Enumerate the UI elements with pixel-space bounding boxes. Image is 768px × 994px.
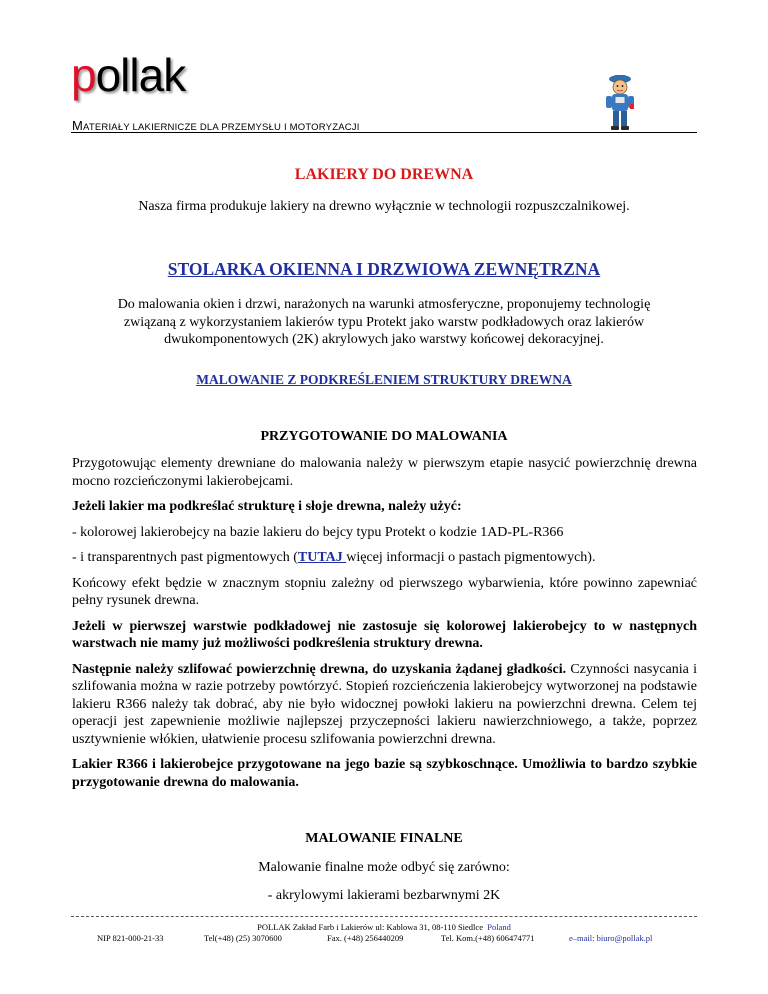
painter-mascot-icon: [603, 74, 637, 132]
paragraph-bold: Jeżeli lakier ma podkreślać strukturę i słoje drewna, należy użyć:: [72, 499, 462, 514]
footer-phone: Tel(+48) (25) 3070600: [204, 933, 282, 943]
footer-company-address: POLLAK Zakład Farb i Lakierów ul: Kablowa 31, 08-110 Siedlce: [257, 922, 483, 932]
subsection-heading: MALOWANIE Z PODKREŚLENIEM STRUKTURY DREWNA: [196, 372, 572, 387]
final-text: Malowanie finalne może odbyć się zarówno:: [258, 860, 510, 875]
paragraph: [72, 661, 697, 749]
section-line: Do malowania okien i drzwi, narażonych na warunki atmosferyczne, proponujemy technologię: [117, 297, 651, 312]
company-tagline: [72, 118, 360, 133]
page-title: LAKIERY DO DREWNA: [294, 166, 474, 183]
text-fragment: więcej informacji o pastach pigmentowych).: [346, 550, 596, 565]
paragraph: Przygotowując elementy drewniane do malowania należy w pierwszym etapie nasycić powierzchnię drewna mocno rozcieńczonymi lakierobejcami.: [72, 456, 697, 489]
footer-email[interactable]: e–mail: biuro@pollak.pl: [569, 933, 653, 943]
tagline-initial: M: [72, 118, 84, 133]
text-fragment-bold: Następnie należy szlifować powierzchnię drewna, do uzyskania żądanej gładkości.: [72, 661, 567, 677]
intro-text: Nasza firma produkuje lakiery na drewno wyłącznie w technologii rozpuszczalnikowej.: [138, 199, 630, 214]
paragraph: [72, 549, 697, 567]
tagline-text: ATERIAŁY LAKIERNICZE DLA PRZEMYSŁU I MOTORYZACJI: [83, 122, 360, 133]
text-fragment: Czynności nasycania i szlifowania można w razie potrzeby powtórzyć. Stopień rozcieńczenia lakierobejcy wytworzonej na podstawie lakieru R366 należy tak dobrać, aby nie było widocznej powłoki lakieru na powierzchni drewna. Celem tej operacji jest zapewnienie możliwie najlepszej przyczepności lakieru nawierzchniowego, a także, poprzez usztywnienie włókien, ułatwienie procesu szlifowania powierzchni drewna.: [72, 661, 697, 747]
final-heading: MALOWANIE FINALNE: [305, 831, 463, 846]
prep-heading: PRZYGOTOWANIE DO MALOWANIA: [260, 429, 508, 444]
logo-text: ollak: [95, 49, 186, 101]
section-line: dwukomponentowych (2K) akrylowych jako warstwy końcowej dekoracyjnej.: [164, 332, 604, 347]
text-fragment: - i transparentnych past pigmentowych (: [72, 550, 298, 565]
pigment-pastes-link[interactable]: TUTAJ: [297, 550, 347, 565]
footer-country: Poland: [487, 922, 511, 932]
footer-fax: Fax. (+48) 256440209: [327, 933, 404, 943]
final-list-item: - akrylowymi lakierami bezbarwnymi 2K: [267, 888, 501, 903]
section-description: [0, 296, 768, 349]
section-heading: STOLARKA OKIENNA I DRZWIOWA ZEWNĘTRZNA: [167, 259, 601, 279]
paragraph: - kolorowej lakierobejcy na bazie lakieru do bejcy typu Protekt o kodzie 1AD-PL-R366: [72, 524, 564, 540]
company-logo: [71, 49, 186, 101]
paragraph-bold: Lakier R366 i lakierobejce przygotowane na jego bazie są szybkoschnące. Umożliwia to bardzo szybkie przygotowanie drewna do malowania.: [72, 757, 697, 790]
section-line: związaną z wykorzystaniem lakierów typu Protekt jako warstw podkładowych oraz lakierów: [123, 314, 645, 330]
footer-company: [0, 922, 768, 933]
logo-letter-p: p: [71, 49, 96, 101]
footer-nip: NIP 821-000-21-33: [97, 933, 164, 943]
footer-rule: [71, 916, 697, 917]
header-rule: [71, 132, 697, 133]
paragraph: Końcowy efekt będzie w znacznym stopniu zależny od pierwszego wybarwienia, które powinno zapewniać pełny rysunek drewna.: [72, 575, 697, 608]
prep-body: [72, 455, 697, 799]
footer-mobile: Tel. Kom.(+48) 606474771: [441, 933, 535, 943]
paragraph-bold: Jeżeli w pierwszej warstwie podkładowej nie zastosuje się kolorowej lakierobejcy to w następnych warstwach nie mamy już możliwości podkreślenia struktury drewna.: [72, 618, 697, 651]
